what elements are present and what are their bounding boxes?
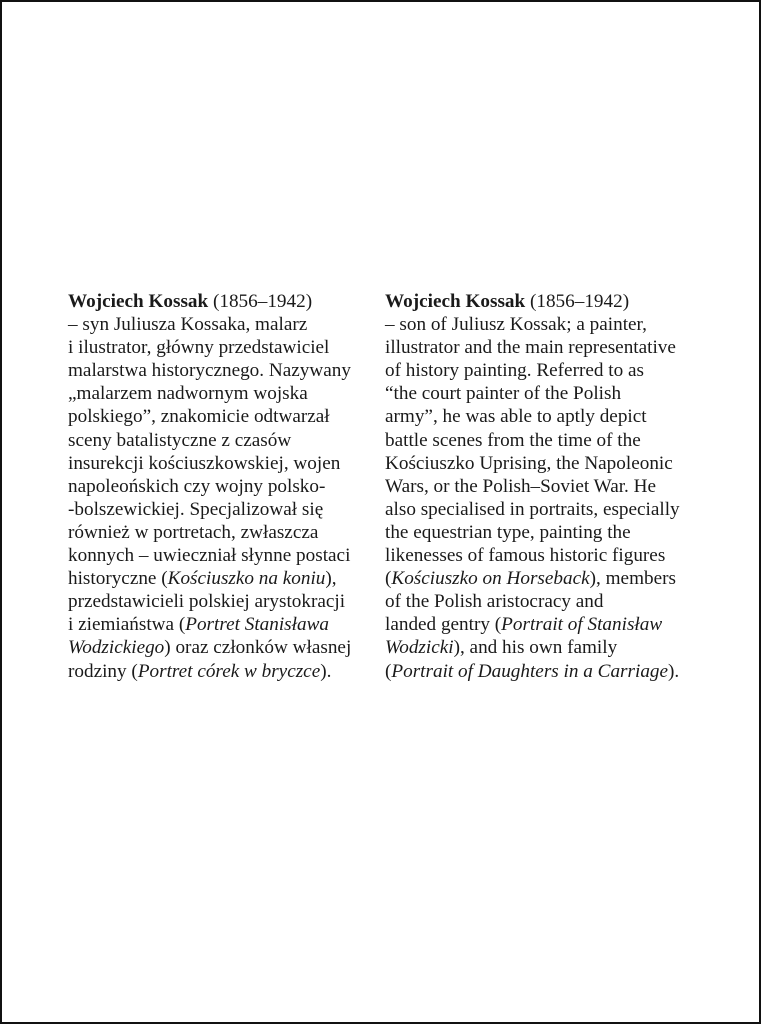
artwork-title: Wodzicki xyxy=(385,637,454,659)
artwork-title: Kościuszko on Horseback xyxy=(391,568,590,590)
text-line xyxy=(385,660,680,683)
text-line xyxy=(68,636,351,659)
text-line: likenesses of famous historic figures xyxy=(385,545,666,567)
text-line: of the Polish aristocracy and xyxy=(385,591,604,613)
biography-heading xyxy=(385,290,680,313)
text-line: the equestrian type, painting the xyxy=(385,521,631,543)
artist-dates: (1856–1942) xyxy=(529,291,630,312)
text-line xyxy=(385,613,680,636)
artwork-title: Portrait of Stanisław xyxy=(501,614,663,636)
text-line: – son of Juliusz Kossak; a painter, xyxy=(385,314,647,336)
text-line: Kościuszko Uprising, the Napoleonic xyxy=(385,452,673,474)
text-line xyxy=(385,636,680,659)
artwork-title: Wodzickiego xyxy=(68,637,165,659)
text-fragment: ( xyxy=(385,568,392,590)
text-line: malarstwa historycznego. Nazywany xyxy=(68,360,351,382)
text-line: “the court painter of the Polish xyxy=(385,383,622,405)
artwork-title: Kościuszko na koniu xyxy=(167,568,326,590)
artist-name: Wojciech Kossak xyxy=(385,291,526,312)
text-fragment: i ziemiaństwa ( xyxy=(68,614,186,636)
text-line: Wars, or the Polish–Soviet War. He xyxy=(385,475,657,497)
text-line: również w portretach, zwłaszcza xyxy=(68,521,319,543)
text-fragment: ). xyxy=(668,660,680,682)
artwork-title: Portret Stanisława xyxy=(185,614,329,636)
text-line xyxy=(68,660,351,683)
text-fragment: ) oraz członków własnej xyxy=(164,637,352,659)
text-line: napoleońskich czy wojny polsko- xyxy=(68,475,326,497)
text-fragment: ), xyxy=(325,568,337,590)
text-line: also specialised in portraits, especially xyxy=(385,498,680,520)
text-fragment: rodziny ( xyxy=(68,660,138,682)
text-line: illustrator and the main representative xyxy=(385,337,676,359)
biography-heading xyxy=(68,290,351,313)
text-line: polskiego”, znakomicie odtwarzał xyxy=(68,406,330,428)
text-line: of history painting. Referred to as xyxy=(385,360,644,382)
text-line xyxy=(385,567,680,590)
text-line: -bolszewickiej. Specjalizował się xyxy=(68,498,324,520)
text-line: sceny batalistyczne z czasów xyxy=(68,429,292,451)
artwork-title: Portrait of Daughters in a Carriage xyxy=(391,660,669,682)
text-line xyxy=(68,567,351,590)
text-fragment: ( xyxy=(385,660,392,682)
text-fragment: landed gentry ( xyxy=(385,614,502,636)
text-line: i ilustrator, główny przedstawiciel xyxy=(68,337,330,359)
text-line: battle scenes from the time of the xyxy=(385,429,641,451)
text-fragment: ), and his own family xyxy=(453,637,618,659)
text-line xyxy=(68,613,351,636)
text-fragment: ), members xyxy=(589,568,676,590)
artwork-title: Portret córek w bryczce xyxy=(137,660,321,682)
text-line: „malarzem nadwornym wojska xyxy=(68,383,308,405)
text-fragment: ). xyxy=(320,660,332,682)
artist-name: Wojciech Kossak xyxy=(68,291,209,312)
text-line: insurekcji kościuszkowskiej, wojen xyxy=(68,452,341,474)
english-biography xyxy=(385,290,680,683)
text-fragment: historyczne ( xyxy=(68,568,168,590)
text-line: army”, he was able to aptly depict xyxy=(385,406,647,428)
text-line: konnych – uwieczniał słynne postaci xyxy=(68,545,351,567)
text-line: przedstawicieli polskiej arystokracji xyxy=(68,591,346,613)
text-line: – syn Juliusza Kossaka, malarz xyxy=(68,314,308,336)
artist-dates: (1856–1942) xyxy=(212,291,313,312)
polish-biography xyxy=(68,290,351,683)
